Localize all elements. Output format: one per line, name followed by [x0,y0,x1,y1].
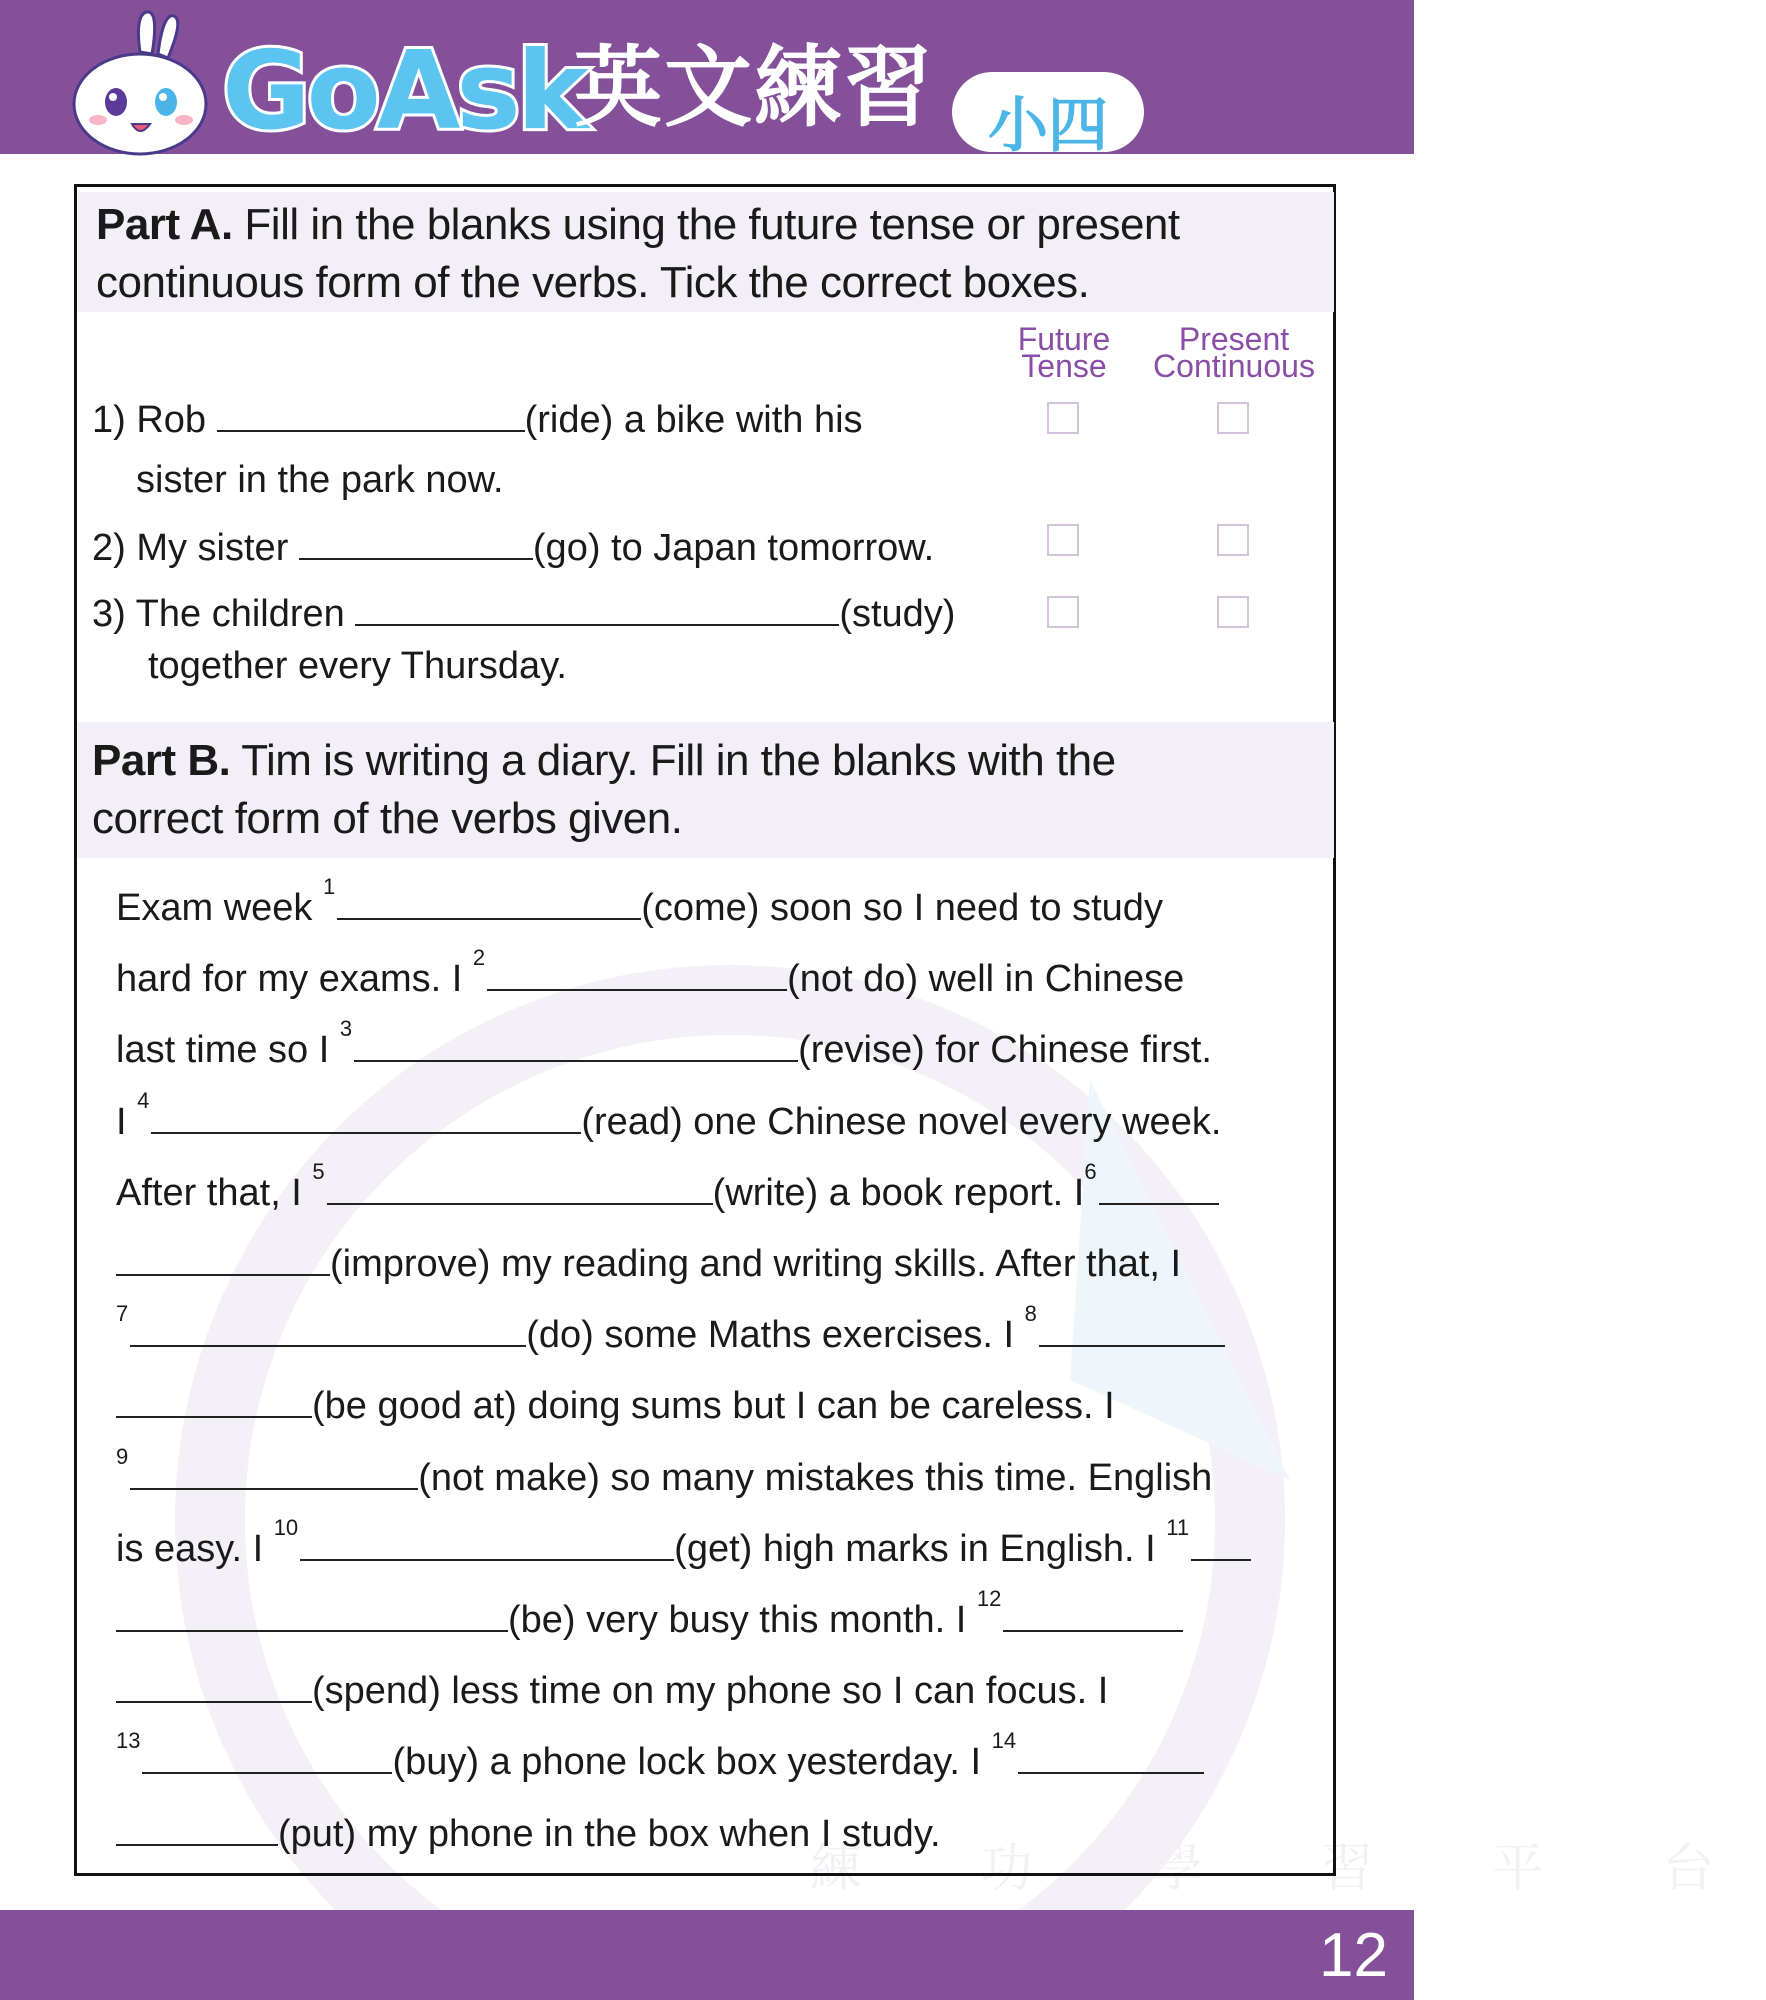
answer-blank-b12-start[interactable] [1003,1594,1183,1632]
answer-blank-a2[interactable] [299,522,533,560]
brand-logo-text: GoAsk [222,29,585,154]
diary-line-4: I $^4$(read) one Chinese novel every week. [116,1088,1222,1143]
tick-box-q1-future[interactable] [1047,402,1079,434]
diary-line-8: (be good at) doing sums but I can be careless. I [116,1380,1115,1428]
answer-blank-b10[interactable] [300,1523,674,1561]
tick-box-q3-future[interactable] [1047,596,1079,628]
tick-box-q2-future[interactable] [1047,524,1079,556]
diary-line-2: hard for my exams. I $^2$(not do) well in Chinese [116,945,1185,1000]
answer-blank-b12-end[interactable] [116,1665,312,1703]
part-b-instruction-line1: Part B. Tim is writing a diary. Fill in the blanks with the [92,736,1116,785]
watermark-text: 練 功 學 習 平 台 [810,1840,1766,1898]
part-b-header [78,722,1334,858]
question-3: 3) The children (study) [92,588,955,636]
answer-blank-b13[interactable] [142,1736,392,1774]
diary-line-10: is easy. I $^{10}$(get) high marks in English. I $^{11}$ [116,1523,1251,1576]
part-b-instruction-line2: correct form of the verbs given. [92,794,683,843]
answer-blank-b6-end[interactable] [116,1238,330,1276]
diary-line-7: $^7$(do) some Maths exercises. I $^8$ [116,1309,1225,1362]
page-title: 英文練習 [574,36,935,139]
answer-blank-b8-start[interactable] [1039,1309,1225,1347]
answer-blank-b7[interactable] [130,1309,526,1347]
question-1-continuation: sister in the park now. [136,459,504,501]
part-a-label: Part A. [96,200,233,249]
diary-line-5: After that, I $^5$(write) a book report. $I^6$ [116,1167,1219,1220]
page-number: 12 [1319,1921,1388,1990]
answer-blank-b6-start[interactable] [1099,1167,1219,1205]
diary-line-6: (improve) my reading and writing skills. After that, I [116,1238,1181,1286]
diary-line-3: last time so I $^3$(revise) for Chinese first. [116,1016,1212,1071]
diary-line-14: (put) my phone in the box when I study. [116,1808,941,1856]
diary-line-11: (be) very busy this month. I $^{12}$ [116,1594,1183,1647]
answer-blank-b1[interactable] [337,882,641,920]
part-a-instruction-line1: Part A. Fill in the blanks using the future tense or present [96,200,1180,249]
answer-blank-b14-end[interactable] [116,1808,278,1846]
answer-blank-b5[interactable] [327,1167,713,1205]
answer-blank-b2[interactable] [487,953,787,991]
column-header-present-continuous: Present Continuous [1153,321,1315,384]
tick-box-q2-present[interactable] [1217,524,1249,556]
diary-line-13: $^{13}$(buy) a phone lock box yesterday. I $^{14}$ [116,1736,1204,1789]
tick-box-q3-present[interactable] [1217,596,1249,628]
answer-blank-b11-start[interactable] [1191,1523,1251,1561]
answer-blank-a1[interactable] [217,394,525,432]
answer-blank-a3[interactable] [355,588,839,626]
answer-blank-b9[interactable] [130,1452,418,1490]
answer-blank-b11-end[interactable] [116,1594,508,1632]
part-a-instruction-line2: continuous form of the verbs. Tick the correct boxes. [96,258,1090,307]
diary-line-12: (spend) less time on my phone so I can focus. I [116,1665,1108,1713]
answer-blank-b8-end[interactable] [116,1380,312,1418]
answer-blank-b4[interactable] [151,1096,581,1134]
footer-bar [0,1910,1414,2000]
part-a-header [78,192,1334,312]
bunny-mascot-icon [70,8,210,154]
diary-line-9: $^9$(not make) so many mistakes this time. English [116,1444,1213,1499]
part-b-label: Part B. [92,736,231,785]
answer-blank-b14-start[interactable] [1018,1736,1204,1774]
question-1: 1) Rob (ride) a bike with his [92,394,863,442]
question-2: 2) My sister (go) to Japan tomorrow. [92,522,934,570]
diary-line-1: Exam week $^1$(come) soon so I need to study [116,874,1163,929]
tick-box-q1-present[interactable] [1217,402,1249,434]
grade-label: 小四 [988,91,1108,161]
grade-badge [952,72,1144,161]
answer-blank-b3[interactable] [354,1024,798,1062]
question-3-continuation: together every Thursday. [148,645,567,687]
column-header-future-tense: Future Tense [1017,321,1111,384]
